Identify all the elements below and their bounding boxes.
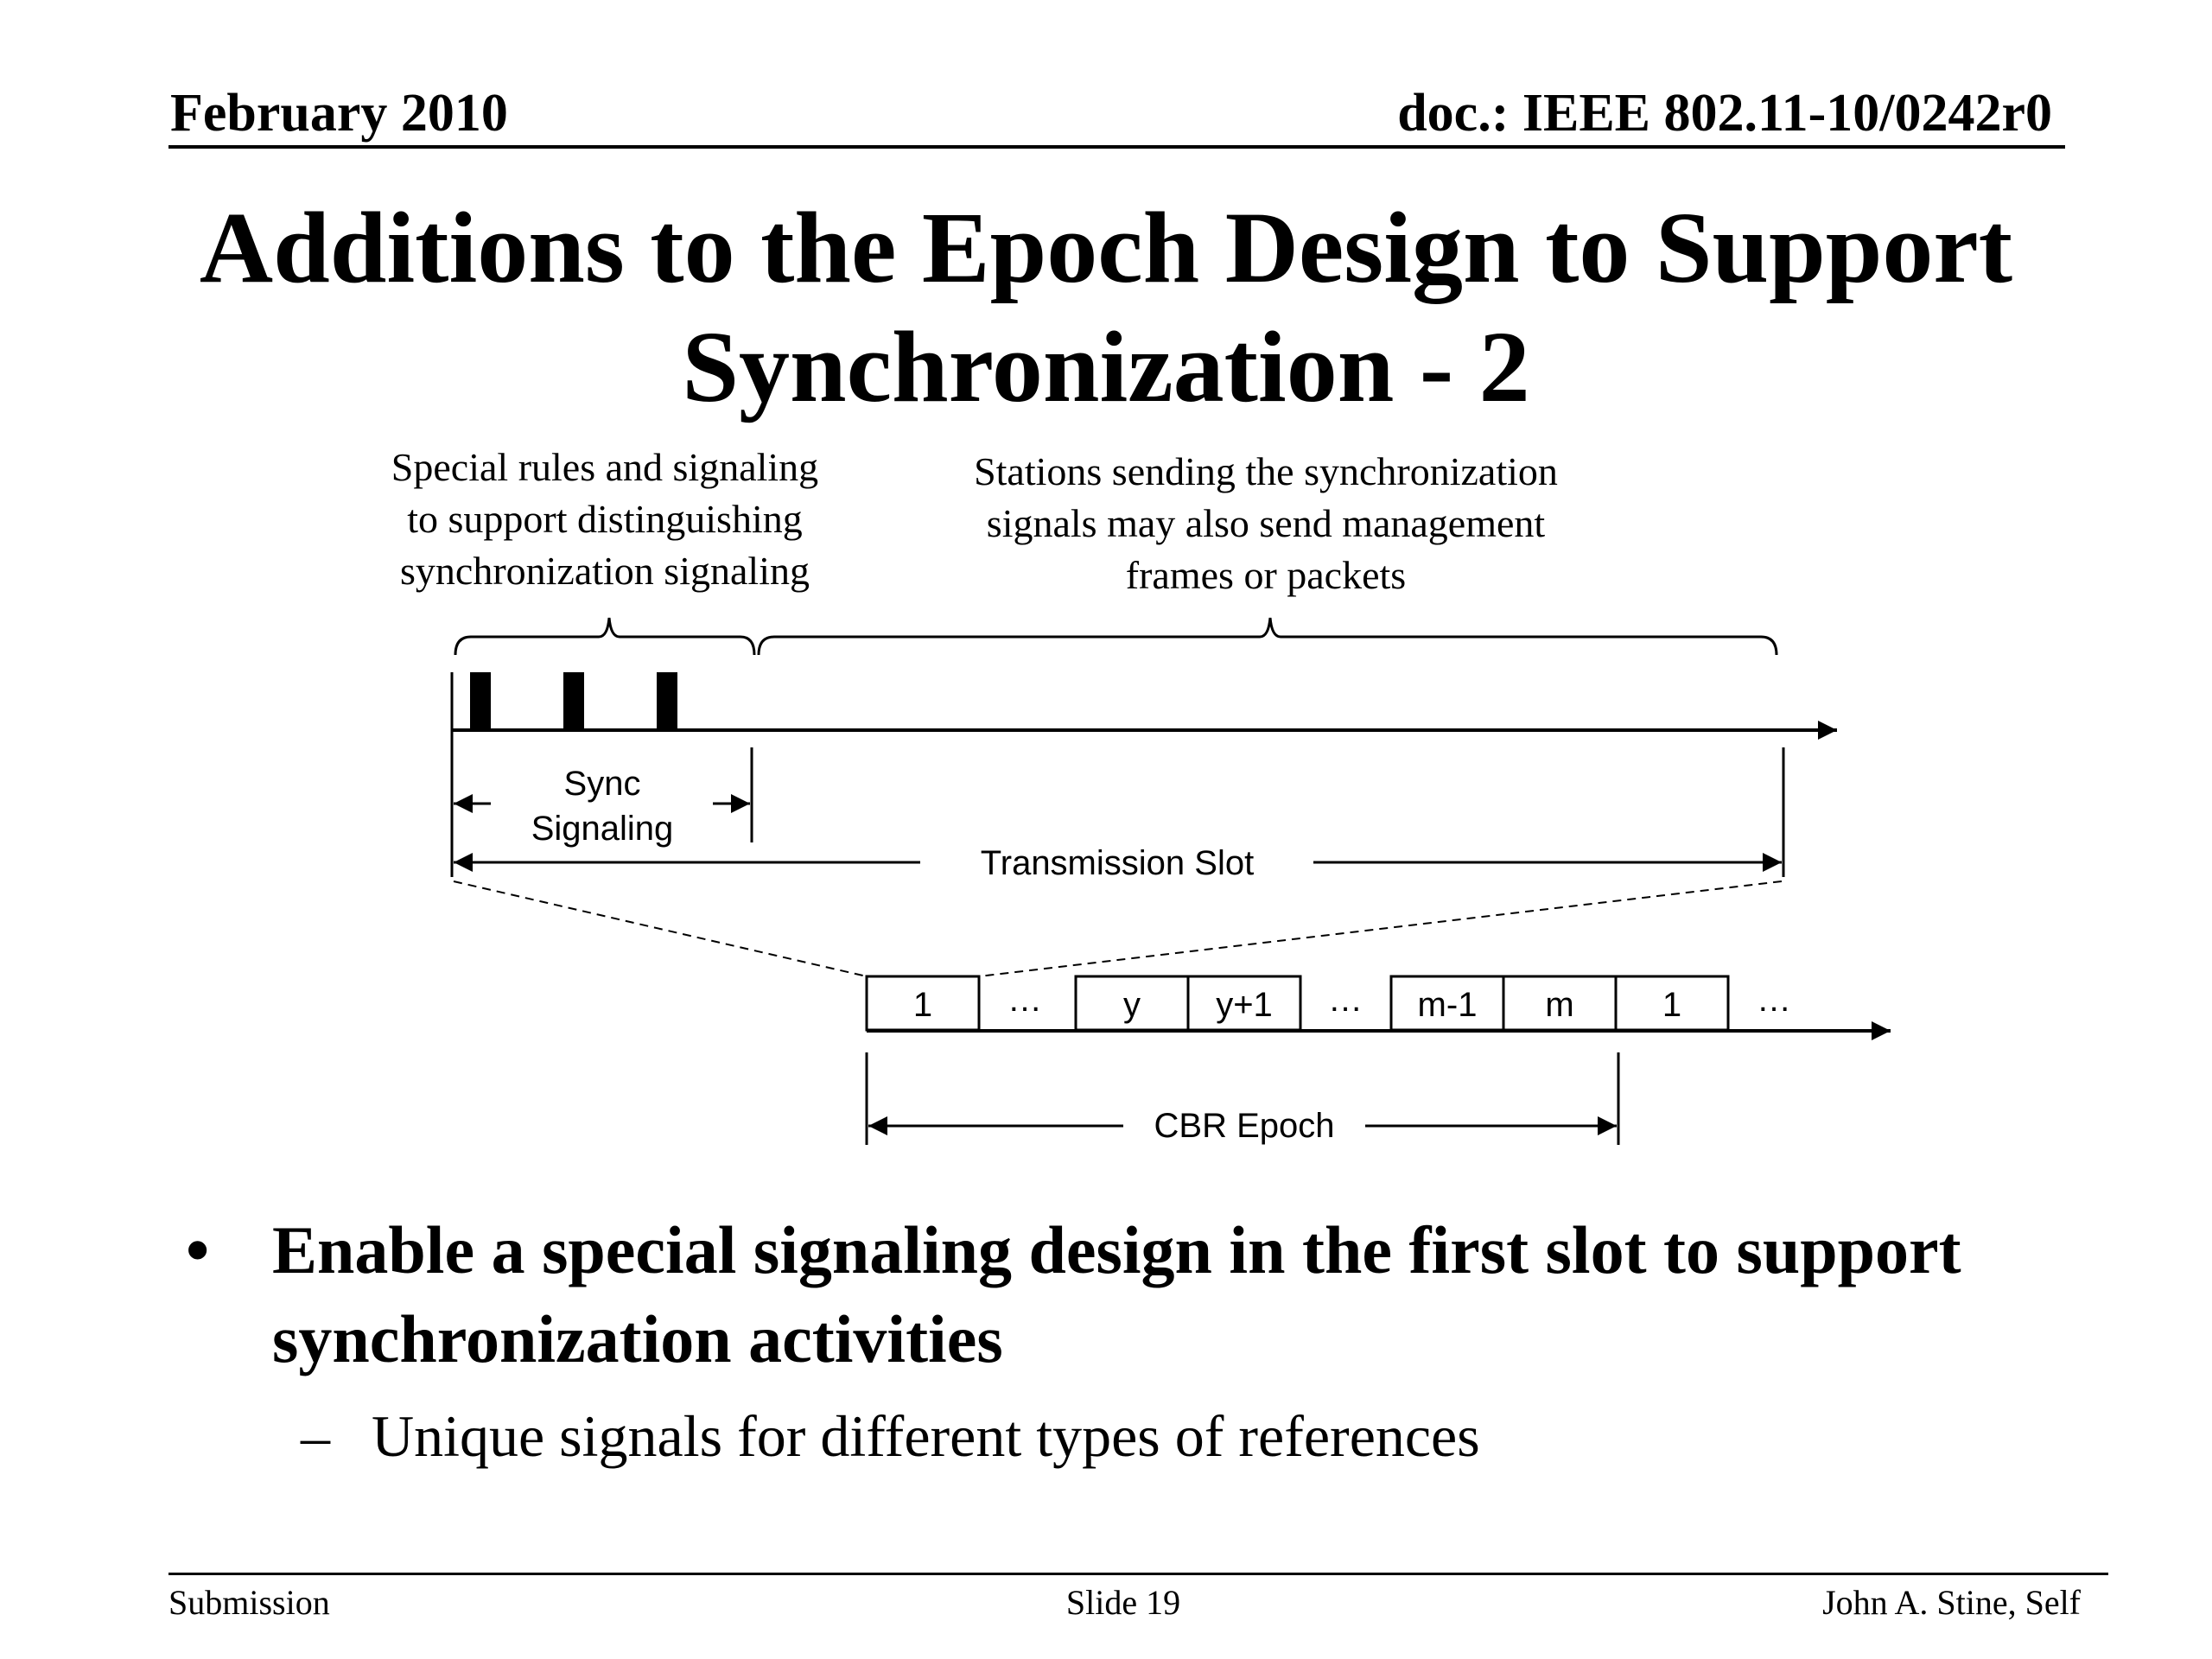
right-note-line-3: frames or packets <box>1125 553 1407 597</box>
title-line-2: Synchronization - 2 <box>682 310 1530 423</box>
epoch-label: CBR Epoch <box>1154 1107 1335 1145</box>
sync-pulse <box>470 672 491 729</box>
epoch-slot <box>1503 976 1616 1030</box>
sub-bullet-marker: – <box>301 1403 330 1469</box>
right-brace <box>759 618 1777 655</box>
slot-label: m-1 <box>1417 986 1478 1024</box>
right-note-line-2: signals may also send management <box>986 501 1546 545</box>
slot-ellipsis: … <box>1007 981 1042 1019</box>
header-doc-id: doc.: IEEE 802.11-10/0242r0 <box>1397 84 2052 143</box>
footer-slide-number: Slide 19 <box>1065 1583 1181 1622</box>
left-brace <box>455 618 754 655</box>
slot-label: y <box>1123 986 1141 1024</box>
header-date: February 2010 <box>170 84 508 143</box>
bullet-sub-text: Unique signals for different types of references <box>372 1403 1480 1469</box>
epoch-slot <box>1076 976 1188 1030</box>
transmission-slot-label: Transmission Slot <box>980 844 1255 882</box>
epoch-slot <box>1391 976 1503 1030</box>
epoch-slot <box>1616 976 1728 1030</box>
bullet-marker: • <box>186 1212 210 1287</box>
bullet-sub <box>301 1402 1480 1471</box>
left-note-line-3: synchronization signaling <box>400 549 810 593</box>
zoom-line-right <box>979 881 1782 976</box>
epoch-slot <box>867 976 979 1030</box>
left-note-line-2: to support distinguishing <box>407 497 803 541</box>
footer-submission: Submission <box>168 1583 330 1622</box>
zoom-line-left <box>454 881 867 976</box>
footer-author: John A. Stine, Self <box>1822 1583 2081 1622</box>
slot-label: 1 <box>1662 986 1682 1024</box>
title-line-1: Additions to the Epoch Design to Support <box>199 191 2013 304</box>
sync-pulse <box>657 672 677 729</box>
slot-label: y+1 <box>1216 986 1273 1024</box>
sync-label-line-1: Sync <box>563 765 641 803</box>
slot-ellipsis: … <box>1328 981 1363 1019</box>
footer-rule <box>168 1573 2108 1575</box>
right-note-line-1: Stations sending the synchronization <box>974 449 1558 493</box>
sync-label-line-2: Signaling <box>531 810 674 848</box>
bullet-main <box>186 1205 2000 1383</box>
left-note-line-1: Special rules and signaling <box>391 445 819 489</box>
slot-ellipsis: … <box>1757 981 1791 1019</box>
bullet-main-text: Enable a special signaling design in the first slot to support synchronization activities <box>272 1212 1961 1376</box>
sync-pulse <box>563 672 584 729</box>
slot-label: m <box>1545 986 1574 1024</box>
epoch-slot <box>1188 976 1300 1030</box>
slot-label: 1 <box>912 986 933 1024</box>
